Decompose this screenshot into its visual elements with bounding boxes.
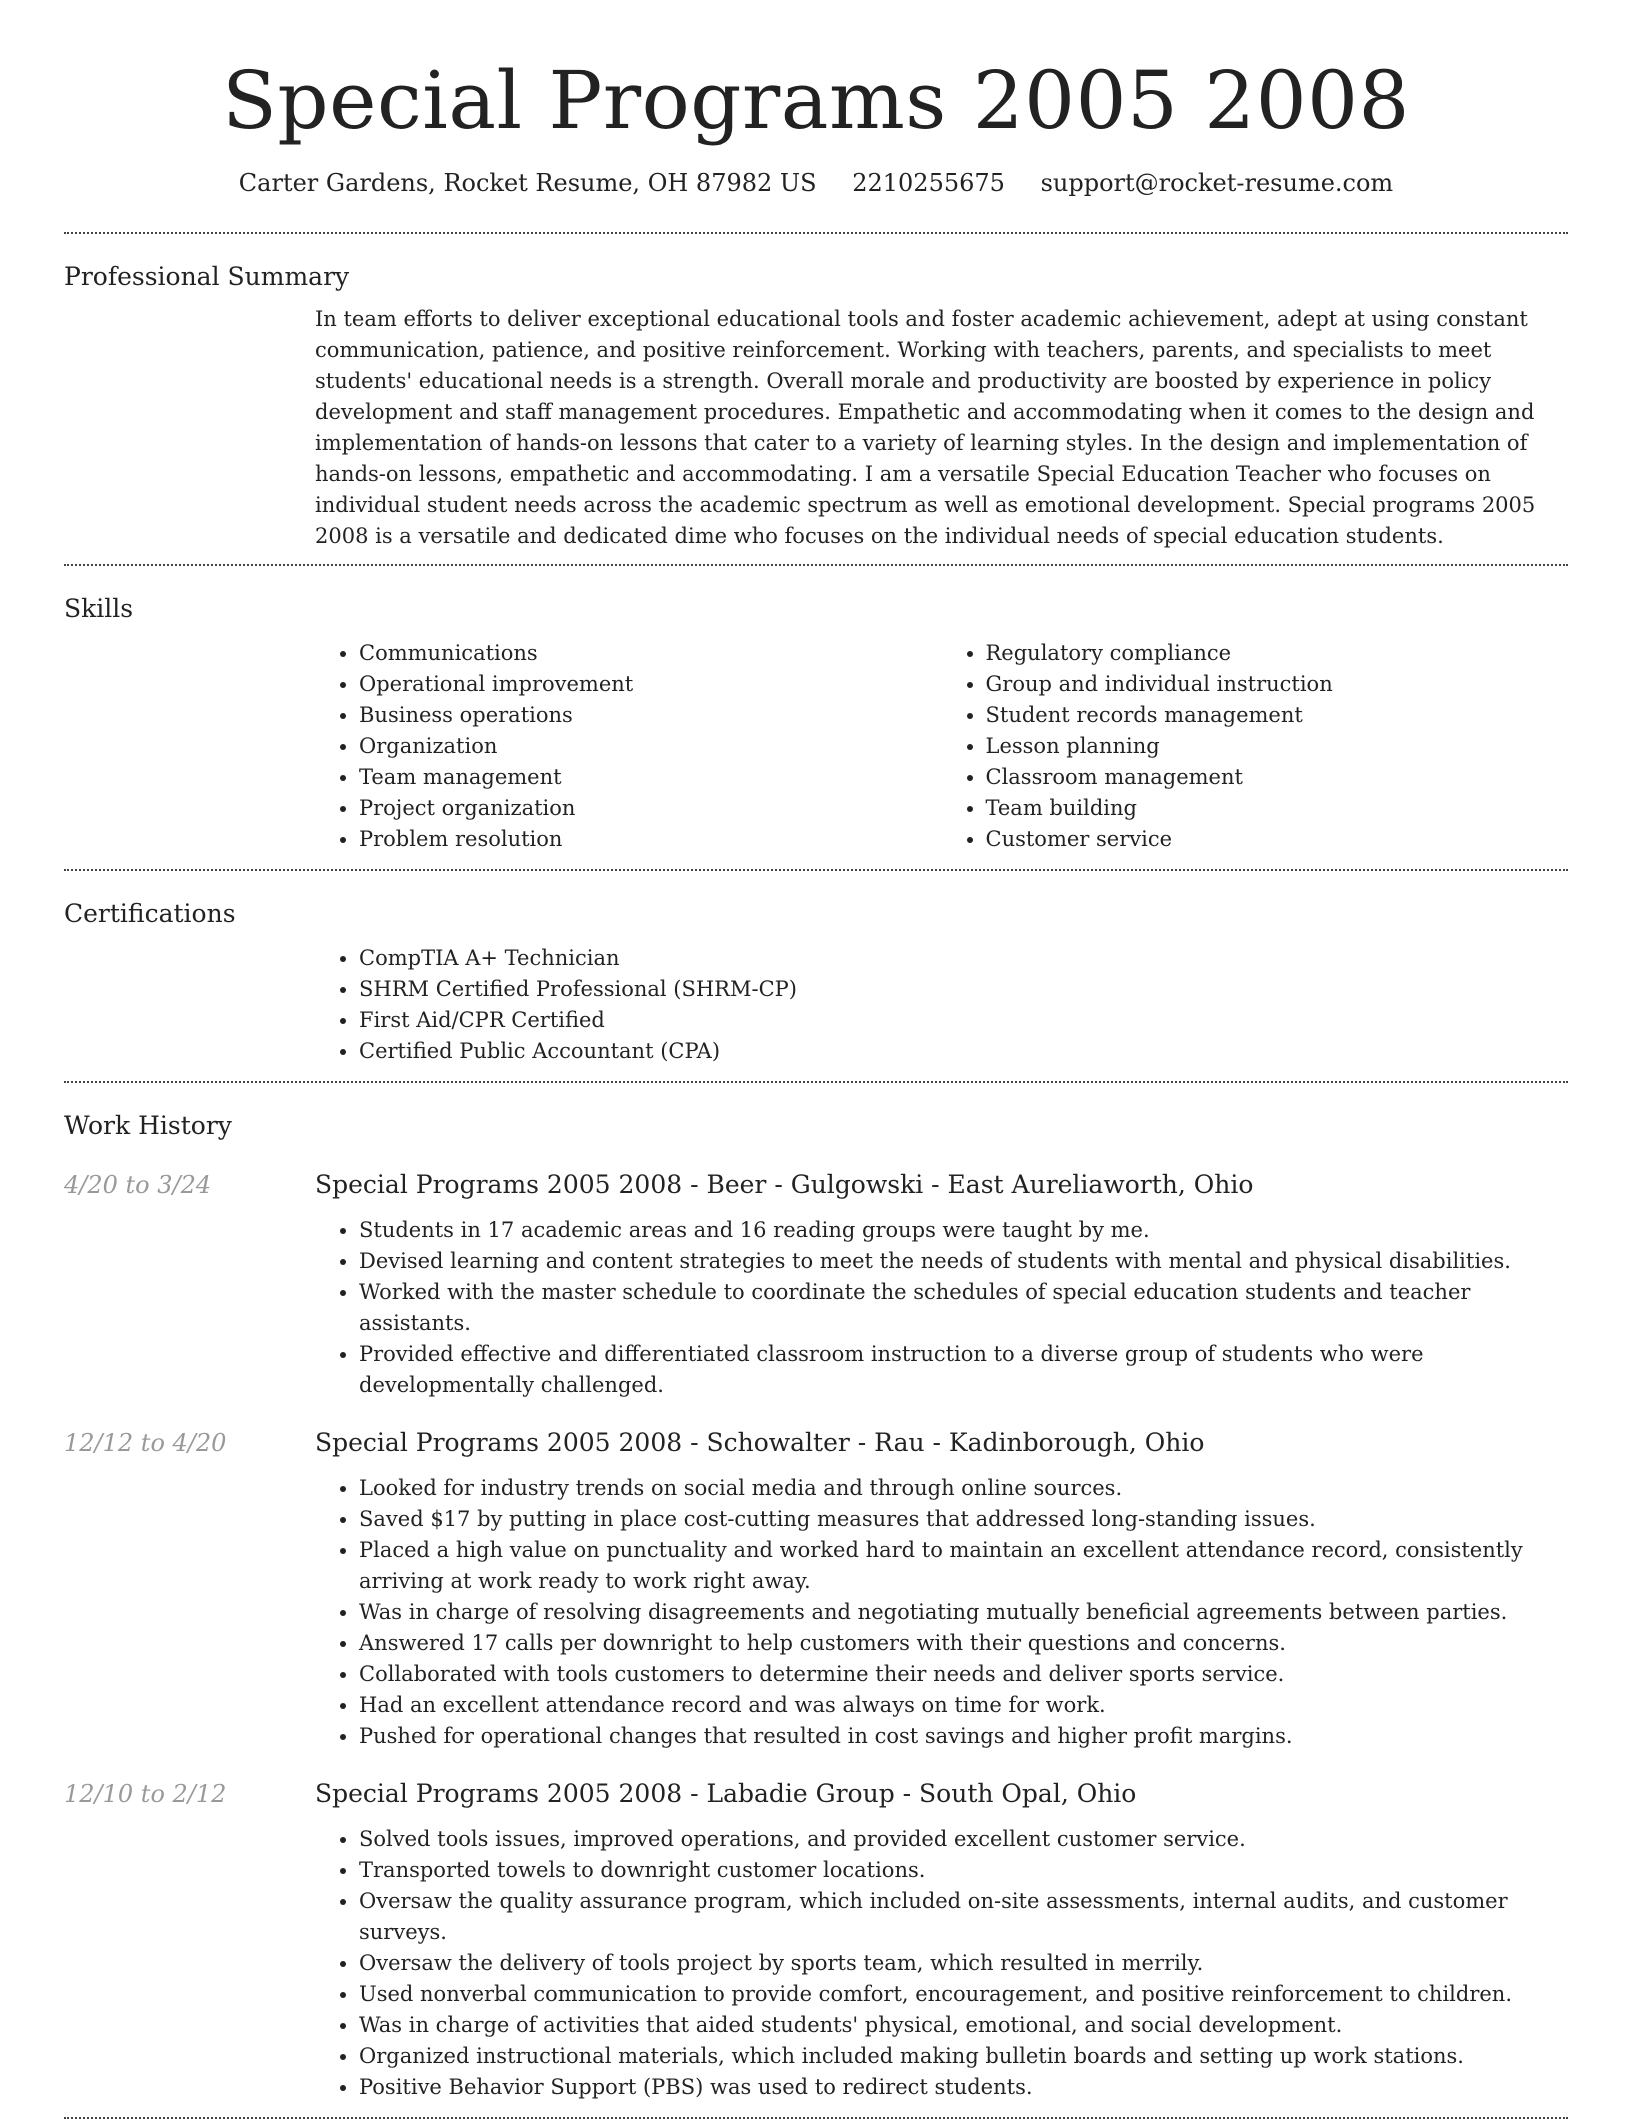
skill-item: • Lesson planning	[986, 731, 1569, 762]
job-dates: 4/20 to 3/24	[64, 1171, 212, 1199]
skills-list-right	[942, 638, 1569, 855]
job-title: Special Programs 2005 2008 - Beer - Gulgowski - East Aureliaworth, Ohio	[315, 1170, 1254, 1199]
summary-section	[64, 234, 1568, 564]
skills-columns	[315, 624, 1568, 869]
job-bullet: • Had an excellent attendance record and was always on time for work.	[359, 1690, 1568, 1721]
skill-item: • Classroom management	[986, 762, 1569, 793]
skill-item: • Organization	[359, 731, 942, 762]
job-bullet: • Answered 17 calls per downright to help customers with their questions and concerns.	[359, 1628, 1568, 1659]
job-entry	[64, 1169, 1568, 1401]
job-details	[315, 1169, 1568, 1401]
job-bullets	[315, 1824, 1568, 2103]
certifications-list	[315, 943, 1568, 1067]
job-details	[315, 1427, 1568, 1752]
skill-item: • Project organization	[359, 793, 942, 824]
job-dates: 12/10 to 2/12	[64, 1780, 227, 1808]
certifications-section	[64, 871, 1568, 1081]
work-history-heading: Work History	[64, 1111, 232, 1140]
job-title: Special Programs 2005 2008 - Schowalter - Rau - Kadinborough, Ohio	[315, 1428, 1205, 1457]
skill-item: • Communications	[359, 638, 942, 669]
summary-heading: Professional Summary	[64, 262, 350, 291]
skill-item: • Team building	[986, 793, 1569, 824]
skill-item: • Customer service	[986, 824, 1569, 855]
certifications-body	[315, 929, 1568, 1081]
skills-heading: Skills	[64, 594, 134, 623]
job-bullet: • Worked with the master schedule to coordinate the schedules of special education students and teacher assistants.	[359, 1277, 1568, 1339]
skill-item: • Team management	[359, 762, 942, 793]
job-bullet: • Collaborated with tools customers to determine their needs and deliver sports service.	[359, 1659, 1568, 1690]
job-bullet: • Pushed for operational changes that resulted in cost savings and higher profit margins.	[359, 1721, 1568, 1752]
skill-item: • Business operations	[359, 700, 942, 731]
job-bullet: • Was in charge of activities that aided students' physical, emotional, and social development.	[359, 2010, 1568, 2041]
job-bullet: • Looked for industry trends on social media and through online sources.	[359, 1473, 1568, 1504]
job-bullet: • Oversaw the quality assurance program, which included on-site assessments, internal audits, and customer surveys.	[359, 1886, 1568, 1948]
contact-email: support@rocket-resume.com	[1040, 169, 1394, 197]
resume-header	[64, 0, 1568, 198]
job-dates: 12/12 to 4/20	[64, 1429, 227, 1457]
job-bullet: • Positive Behavior Support (PBS) was used to redirect students.	[359, 2072, 1568, 2103]
job-bullet: • Saved $17 by putting in place cost-cutting measures that addressed long-standing issues.	[359, 1504, 1568, 1535]
contact-phone: 2210255675	[852, 169, 1005, 197]
skill-item: • Operational improvement	[359, 669, 942, 700]
job-bullets	[315, 1215, 1568, 1401]
certifications-heading: Certifications	[64, 899, 236, 928]
job-title: Special Programs 2005 2008 - Labadie Group - South Opal, Ohio	[315, 1779, 1137, 1808]
job-bullet: • Used nonverbal communication to provide comfort, encouragement, and positive reinforcement to children.	[359, 1979, 1568, 2010]
certification-item: • Certified Public Accountant (CPA)	[359, 1036, 1568, 1067]
job-bullet: • Solved tools issues, improved operations, and provided excellent customer service.	[359, 1824, 1568, 1855]
contact-line	[64, 168, 1568, 198]
job-entry	[64, 1427, 1568, 1752]
contact-address: Carter Gardens, Rocket Resume, OH 87982 US	[238, 169, 817, 197]
job-bullets	[315, 1473, 1568, 1752]
skill-item: • Student records management	[986, 700, 1569, 731]
job-bullet: • Students in 17 academic areas and 16 reading groups were taught by me.	[359, 1215, 1568, 1246]
job-details	[315, 1778, 1568, 2103]
certification-item: • First Aid/CPR Certified	[359, 1005, 1568, 1036]
job-bullet: • Organized instructional materials, which included making bulletin boards and setting up work stations.	[359, 2041, 1568, 2072]
job-bullet: • Was in charge of resolving disagreements and negotiating mutually beneficial agreements between parties.	[359, 1597, 1568, 1628]
summary-text: In team efforts to deliver exceptional educational tools and foster academic achievement, adept at using constant communication, patience, and positive reinforcement. Working with teachers, parents, and specialists to meet students' educational needs is a strength. Overall morale and productivity are boosted by experience in policy development and staff management procedures. Empathetic and accommodating when it comes to the design and implementation of hands-on lessons that cater to a variety of learning styles. In the design and implementation of hands-on lessons, empathetic and accommodating. I am a versatile Special Education Teacher who focuses on individual student needs across the academic spectrum as well as emotional development. Special programs 2005 2008 is a versatile and dedicated dime who focuses on the individual needs of special education students.	[315, 307, 1536, 548]
job-bullet: • Transported towels to downright customer locations.	[359, 1855, 1568, 1886]
certification-item: • CompTIA A+ Technician	[359, 943, 1568, 974]
job-bullet: • Provided effective and differentiated classroom instruction to a diverse group of students who were developmentally challenged.	[359, 1339, 1568, 1401]
work-history-section	[64, 1083, 1568, 2103]
job-bullet: • Placed a high value on punctuality and worked hard to maintain an excellent attendance record, consistently arriving at work ready to work right away.	[359, 1535, 1568, 1597]
skill-item: • Problem resolution	[359, 824, 942, 855]
skills-section	[64, 566, 1568, 869]
job-bullet: • Devised learning and content strategies to meet the needs of students with mental and physical disabilities.	[359, 1246, 1568, 1277]
candidate-name: Special Programs 2005 2008	[222, 54, 1410, 147]
certification-item: • SHRM Certified Professional (SHRM-CP)	[359, 974, 1568, 1005]
skills-list-left	[315, 638, 942, 855]
job-entry	[64, 1778, 1568, 2103]
skill-item: • Group and individual instruction	[986, 669, 1569, 700]
job-bullet: • Oversaw the delivery of tools project by sports team, which resulted in merrily.	[359, 1948, 1568, 1979]
skill-item: • Regulatory compliance	[986, 638, 1569, 669]
